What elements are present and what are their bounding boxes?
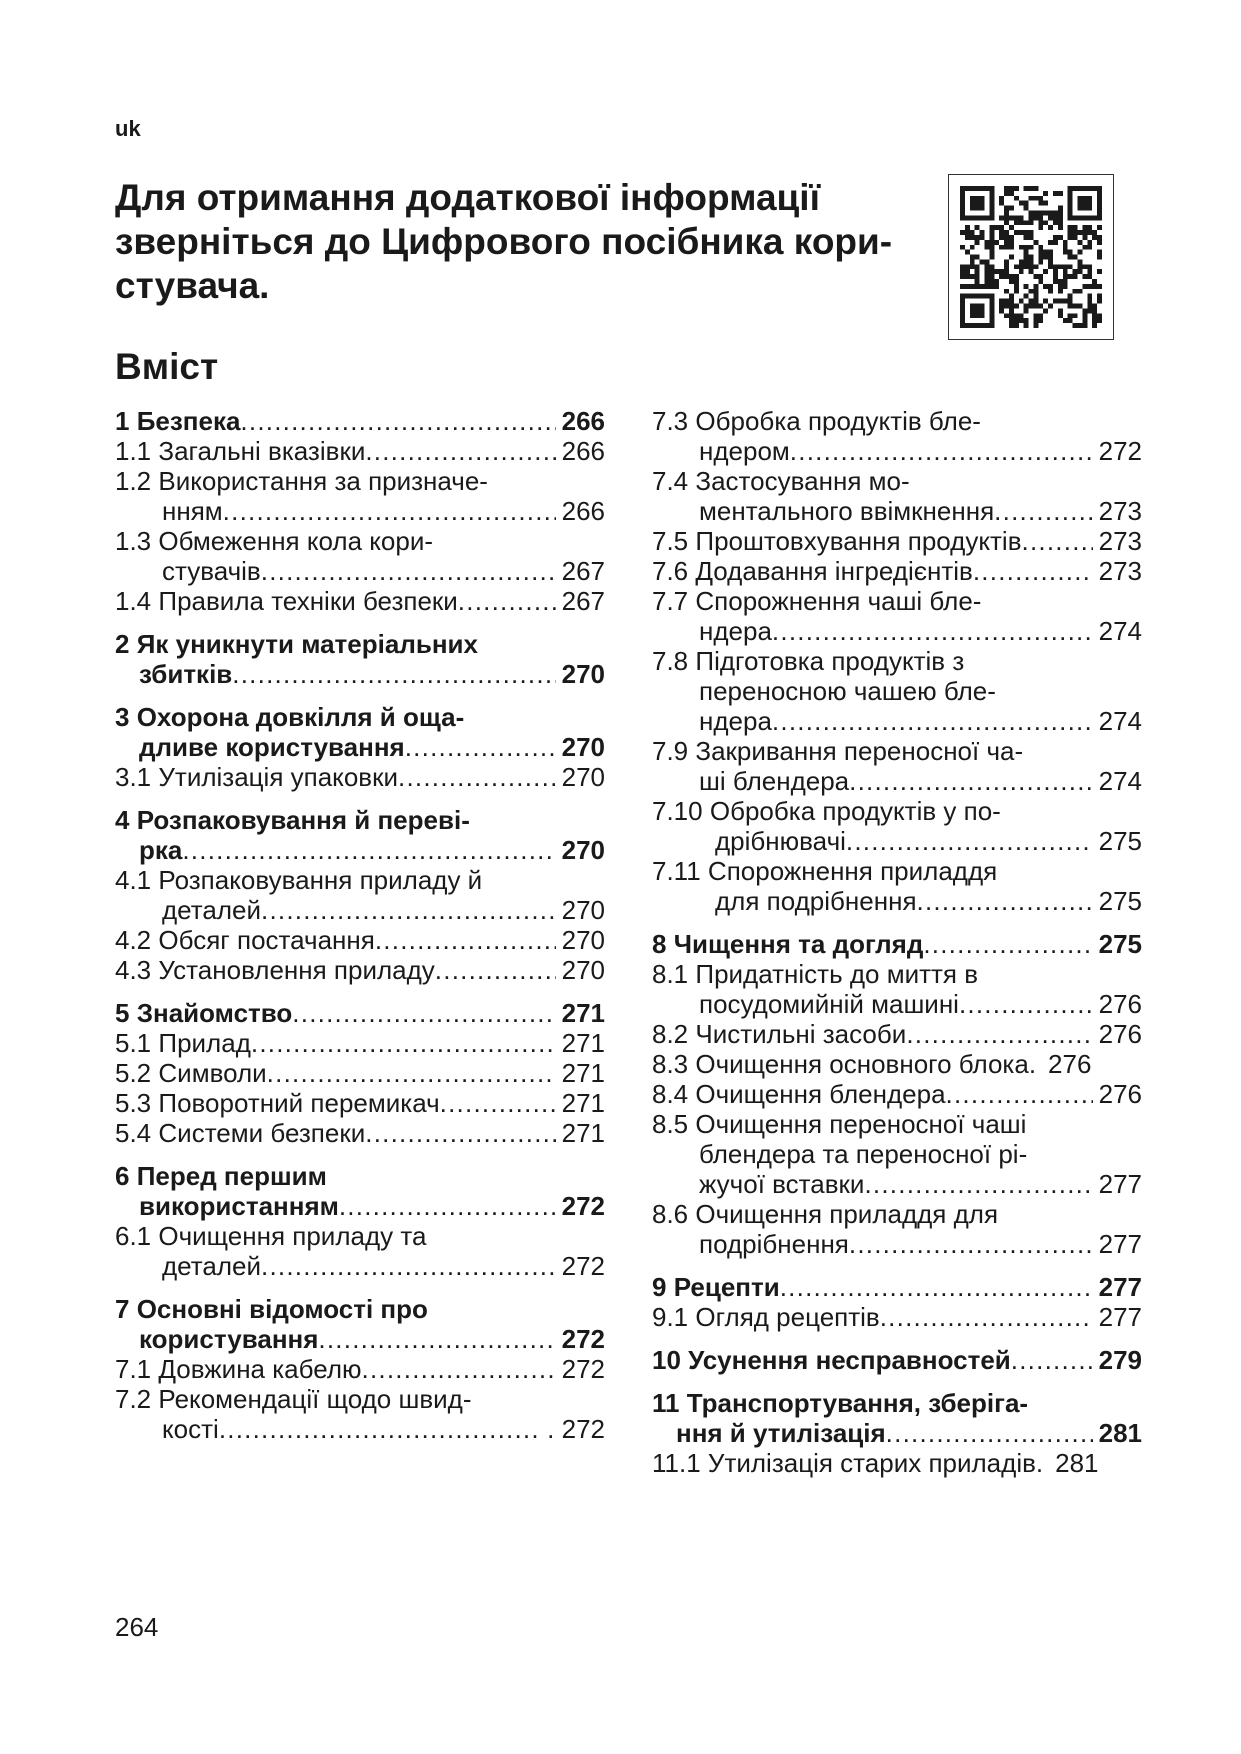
toc-page-number: 271 [561,1118,605,1148]
toc-page-number: 271 [561,998,605,1028]
toc-entry-title: Закривання переносної ча- [695,736,1024,766]
toc-entry-number: 4.1 [115,865,152,895]
toc-page-number: 266 [561,436,605,466]
toc-page-number: 276 [1048,1049,1092,1079]
toc-entry-title-cont: стувачів [162,556,261,586]
toc-section-entry[interactable] [652,1049,1142,1079]
toc-dot-leader [365,1118,555,1148]
toc-entry-number: 6 [115,1161,130,1191]
toc-dot-leader [362,1354,556,1384]
toc-entry-title: Символи [158,1058,267,1088]
toc-page-number: 275 [1098,886,1142,916]
toc-entry-number: 3 [115,702,130,732]
toc-entry-number: 7.5 [652,526,689,556]
toc-entry-number: 7 [115,1294,130,1324]
toc-entry-title: Усунення несправностей [688,1345,1011,1375]
toc-entry-title-cont: ші блендера [699,766,850,796]
toc-entry-title-cont: посудомийній машині [699,989,959,1019]
toc-entry-number: 1.3 [115,526,152,556]
toc-entry-number: 8.6 [652,1199,689,1229]
toc-page-number: 270 [561,895,605,925]
toc-entry-number: 2 [115,629,130,659]
toc-entry-number: 5.3 [115,1088,152,1118]
toc-entry-title-cont: ндером [699,436,790,466]
toc-page-number: 273 [1098,496,1142,526]
toc-chapter-entry[interactable] [652,1272,1142,1302]
toc-page-number: 272 [561,1324,605,1354]
toc-entry-title-cont: кості [162,1414,219,1444]
toc-entry-number: 1.4 [115,586,152,616]
toc-page-number: 270 [561,925,605,955]
toc-page-number: 270 [561,659,605,689]
toc-entry-title: Поворотний перемикач [158,1088,440,1118]
toc-column-left [115,406,605,1444]
toc-entry-number: 11 [652,1388,680,1418]
toc-page-number: 271 [561,1058,605,1088]
toc-chapter-entry[interactable] [115,805,605,865]
toc-dot-leader [232,659,555,689]
toc-entry-title: Застосування мо- [695,466,910,496]
toc-entry-number: 7.2 [115,1384,152,1414]
toc-dot-leader [251,1028,556,1058]
toc-dot-leader [846,826,1093,856]
toc-section-entry[interactable] [652,1109,1142,1199]
toc-entry-title: Спорожнення чаші бле- [695,586,982,616]
toc-entry-number: 5 [115,998,130,1028]
toc-entry-title: Підготовка продуктів з [695,646,965,676]
toc-dot-leader [261,895,556,925]
toc-dot-leader [219,1414,541,1444]
toc-section-entry[interactable] [652,736,1142,796]
toc-page-number: 276 [1098,989,1142,1019]
toc-entry-title-cont: дливе користування [139,732,405,762]
toc-page-number: 270 [561,955,605,985]
toc-column-right [652,406,1142,1478]
intro-line-3: стувача. [115,265,270,306]
toc-entry-number: 11.1 [652,1448,701,1478]
toc-page-number: 276 [1098,1079,1142,1109]
toc-dot-leader [261,1251,556,1281]
toc-dot-leader [405,732,556,762]
toc-dot-leader [772,706,1093,736]
toc-entry-title: Обробка продуктів у по- [709,796,1001,826]
toc-dot-leader [440,1088,556,1118]
toc-page-number: 274 [1098,706,1142,736]
toc-dot-leader [458,586,556,616]
toc-dot-leader [994,496,1092,526]
toc-dot-leader [959,989,1093,1019]
toc-entry-number: 7.6 [652,556,689,586]
toc-entry-title: Очищення блендера [695,1079,946,1109]
toc-page-number: 271 [561,1088,605,1118]
toc-page-number: 276 [1098,1019,1142,1049]
toc-dot-leader [880,1302,1093,1332]
toc-page-number: 279 [1098,1345,1142,1375]
toc-chapter-entry[interactable] [115,1294,605,1354]
toc-entry-number: 7.3 [652,406,689,436]
toc-entry-number: 9 [652,1272,667,1302]
toc-page-number: . 272 [547,1414,605,1444]
toc-page-number: 281 [1098,1418,1142,1448]
toc-entry-number: 6.1 [115,1221,152,1251]
toc-dot-leader [864,1169,1092,1199]
toc-entry-number: 7.9 [652,736,689,766]
page-number: 264 [115,1612,159,1642]
toc-section-entry[interactable] [115,466,605,526]
toc-entry-title: Проштовхування продуктів [695,526,1022,556]
toc-section-entry[interactable] [652,526,1142,556]
toc-chapter-entry[interactable] [652,1388,1142,1448]
toc-section-entry[interactable] [652,1199,1142,1259]
toc-section-entry[interactable] [115,955,605,985]
toc-entry-title: Перед першим [136,1161,327,1191]
toc-entry-number: 7.8 [652,646,689,676]
toc-entry-number: 5.2 [115,1058,152,1088]
toc-entry-number: 8.4 [652,1079,689,1109]
intro-heading [115,176,935,308]
toc-section-entry[interactable] [652,1079,1142,1109]
toc-entry-title-cont: переносною чашею бле- [699,676,996,706]
toc-entry-title: Очищення переносної чаші [695,1109,1027,1139]
toc-entry-number: 7.10 [652,796,703,826]
toc-section-entry[interactable] [115,1384,605,1444]
toc-page-number: 272 [561,1191,605,1221]
toc-entry-title: Основні відомості про [136,1294,428,1324]
toc-dot-leader [973,556,1093,586]
toc-entry-number: 8.1 [652,959,689,989]
toc-entry-title: Знайомство [136,998,293,1028]
toc-chapter-entry[interactable] [115,1161,605,1221]
toc-entry-title-cont: дрібнювачі [715,826,846,856]
toc-entry-number: 4.3 [115,955,152,985]
toc-section-entry[interactable] [652,1448,1142,1478]
toc-section-entry[interactable] [652,466,1142,526]
toc-page-number: 275 [1098,826,1142,856]
toc-section-entry[interactable] [115,1028,605,1058]
toc-page-number: 277 [1098,1272,1142,1302]
toc-page-number: 270 [561,762,605,792]
toc-entry-title-cont: рка [139,835,183,865]
toc-page-number: 271 [561,1028,605,1058]
toc-section-entry[interactable] [115,1221,605,1281]
toc-entry-title: Очищення приладдя для [695,1199,999,1229]
toc-entry-title-cont: користування [139,1324,319,1354]
toc-entry-number: 1 [115,406,130,436]
toc-section-entry[interactable] [115,436,605,466]
toc-dot-leader [849,766,1092,796]
toc-entry-title: Установлення приладу [158,955,435,985]
toc-entry-title-cont: ння й утилізація [676,1418,886,1448]
toc-entry-title: Спорожнення приладдя [707,856,998,886]
toc-dot-leader [261,556,556,586]
toc-entry-number: 7.4 [652,466,689,496]
toc-section-entry[interactable] [115,925,605,955]
toc-entry-number: 4 [115,805,130,835]
toc-dot-leader [790,436,1093,466]
toc-entry-number: 8.3 [652,1049,689,1079]
toc-entry-title: Обробка продуктів бле- [695,406,981,436]
toc-entry-title: Утилізація старих приладів. [707,1448,1044,1478]
toc-section-entry[interactable] [652,1302,1142,1332]
toc-entry-title: Розпаковування приладу й [158,865,483,895]
toc-page-number: 266 [561,406,605,436]
toc-entry-title: Придатність до миття в [695,959,979,989]
toc-entry-number: 9.1 [652,1302,689,1332]
toc-page-number: 270 [561,732,605,762]
toc-section-entry[interactable] [115,865,605,925]
toc-entry-title: Використання за призначе- [158,466,488,496]
toc-entry-title: Утилізація упаковки [158,762,399,792]
toc-entry-number: 5.4 [115,1118,152,1148]
toc-section-entry[interactable] [115,762,605,792]
toc-entry-number: 8.2 [652,1019,689,1049]
toc-entry-number: 10 [652,1345,681,1375]
toc-page-number: 277 [1098,1169,1142,1199]
toc-entry-title: Чистильні засоби [695,1019,907,1049]
toc-entry-title: Розпаковування й переві- [136,805,470,835]
toc-page-number: 281 [1055,1448,1099,1478]
toc-entry-title-cont: ндера [699,616,772,646]
toc-chapter-entry[interactable] [115,406,605,436]
toc-entry-title: Охорона довкілля й оща- [136,702,465,732]
toc-page-number: 267 [561,586,605,616]
toc-section-entry[interactable] [652,586,1142,646]
toc-entry-title: Очищення приладу та [158,1221,427,1251]
toc-page-number: 273 [1098,526,1142,556]
intro-line-2: зверніться до Цифрового посібника кори- [115,221,893,262]
toc-chapter-entry[interactable] [115,702,605,762]
toc-entry-title: Правила техніки безпеки [158,586,458,616]
toc-dot-leader [223,496,556,526]
toc-entry-number: 8.5 [652,1109,689,1139]
toc-entry-title: Прилад [158,1028,251,1058]
toc-entry-title: Очищення основного блока. [695,1049,1037,1079]
toc-section-entry[interactable] [115,1354,605,1384]
qr-code-graphic [960,186,1102,328]
toc-entry-number: 1.1 [115,436,152,466]
toc-dot-leader [435,955,556,985]
toc-section-entry[interactable] [652,406,1142,466]
toc-dot-leader [906,1019,1092,1049]
toc-dot-leader [946,1079,1093,1109]
toc-entry-number: 4.2 [115,925,152,955]
toc-entry-title-cont: для подрібнення [715,886,917,916]
toc-entry-title: Безпека [136,406,241,436]
toc-page-number: 277 [1098,1302,1142,1332]
toc-entry-title-cont: подрібнення [699,1229,849,1259]
toc-page-number: 274 [1098,616,1142,646]
toc-dot-leader [849,1229,1093,1259]
toc-entry-title-cont: деталей [162,1251,261,1281]
toc-dot-leader [182,835,555,865]
toc-section-entry[interactable] [652,796,1142,856]
qr-code-icon[interactable] [948,174,1114,340]
toc-page-number: 275 [1098,929,1142,959]
toc-entry-number: 1.2 [115,466,152,496]
toc-page-number: 272 [561,1251,605,1281]
toc-section-entry[interactable] [652,556,1142,586]
toc-dot-leader [780,1272,1093,1302]
toc-entry-title-cont: ментального ввімкнення [699,496,995,526]
toc-entry-number: 7.1 [115,1354,152,1384]
toc-entry-title-cont: використанням [139,1191,339,1221]
toc-entry-number: 3.1 [115,762,152,792]
toc-dot-leader [267,1058,556,1088]
toc-section-entry[interactable] [115,1088,605,1118]
toc-section-entry[interactable] [115,526,605,586]
toc-dot-leader [923,929,1092,959]
toc-dot-leader [240,406,555,436]
toc-entry-title-cont: нням [162,496,223,526]
toc-section-entry[interactable] [652,856,1142,916]
toc-chapter-entry[interactable] [652,1345,1142,1375]
toc-chapter-entry[interactable] [652,929,1142,959]
toc-entry-number: 7.7 [652,586,689,616]
toc-dot-leader [375,925,556,955]
toc-entry-number: 8 [652,929,667,959]
toc-page-number: 274 [1098,766,1142,796]
toc-entry-title: Довжина кабелю [158,1354,362,1384]
toc-section-entry[interactable] [115,586,605,616]
toc-dot-leader [886,1418,1093,1448]
language-code: uk [115,116,141,141]
toc-page-number: 267 [561,556,605,586]
toc-dot-leader [1022,526,1093,556]
toc-title: Вміст [115,346,219,387]
toc-entry-number: 7.11 [652,856,701,886]
toc-entry-title: Обмеження кола кори- [158,526,434,556]
toc-dot-leader [1011,1345,1093,1375]
toc-entry-title-cont: блендера та переносної рі- [699,1139,1028,1169]
toc-dot-leader [365,436,555,466]
toc-entry-number: 5.1 [115,1028,152,1058]
toc-entry-title: Додавання інгредієнтів [695,556,973,586]
toc-entry-title-cont: деталей [162,895,261,925]
toc-page-number: 266 [561,496,605,526]
toc-section-entry[interactable] [652,959,1142,1019]
toc-page-number: 272 [1098,436,1142,466]
toc-section-entry[interactable] [115,1058,605,1088]
toc-dot-leader [398,762,556,792]
toc-page-number: 272 [561,1354,605,1384]
toc-dot-leader [917,886,1093,916]
toc-page-number: 277 [1098,1229,1142,1259]
toc-section-entry[interactable] [652,1019,1142,1049]
toc-entry-title: Як уникнути матеріальних [136,629,478,659]
toc-dot-leader [339,1191,556,1221]
toc-entry-title: Огляд рецептів [695,1302,880,1332]
intro-line-1: Для отримання додаткової інформації [115,177,820,218]
toc-entry-title-cont: ндера [699,706,772,736]
toc-entry-title: Транспортування, зберіга- [686,1388,1029,1418]
toc-entry-title: Обсяг постачання [158,925,375,955]
toc-chapter-entry[interactable] [115,629,605,689]
toc-entry-title-cont: жучої вставки [699,1169,865,1199]
toc-page-number: 270 [561,835,605,865]
toc-dot-leader [292,998,555,1028]
toc-section-entry[interactable] [115,1118,605,1148]
toc-section-entry[interactable] [652,646,1142,736]
toc-entry-title: Чищення та догляд [673,929,924,959]
toc-chapter-entry[interactable] [115,998,605,1028]
toc-entry-title: Рекомендації щодо швид- [158,1384,472,1414]
toc-dot-leader [318,1324,555,1354]
toc-entry-title-cont: збитків [139,659,233,689]
toc-dot-leader [772,616,1093,646]
toc-entry-title: Системи безпеки [158,1118,366,1148]
toc-page-number: 273 [1098,556,1142,586]
toc-entry-title: Загальні вказівки [158,436,366,466]
toc-entry-title: Рецепти [673,1272,780,1302]
